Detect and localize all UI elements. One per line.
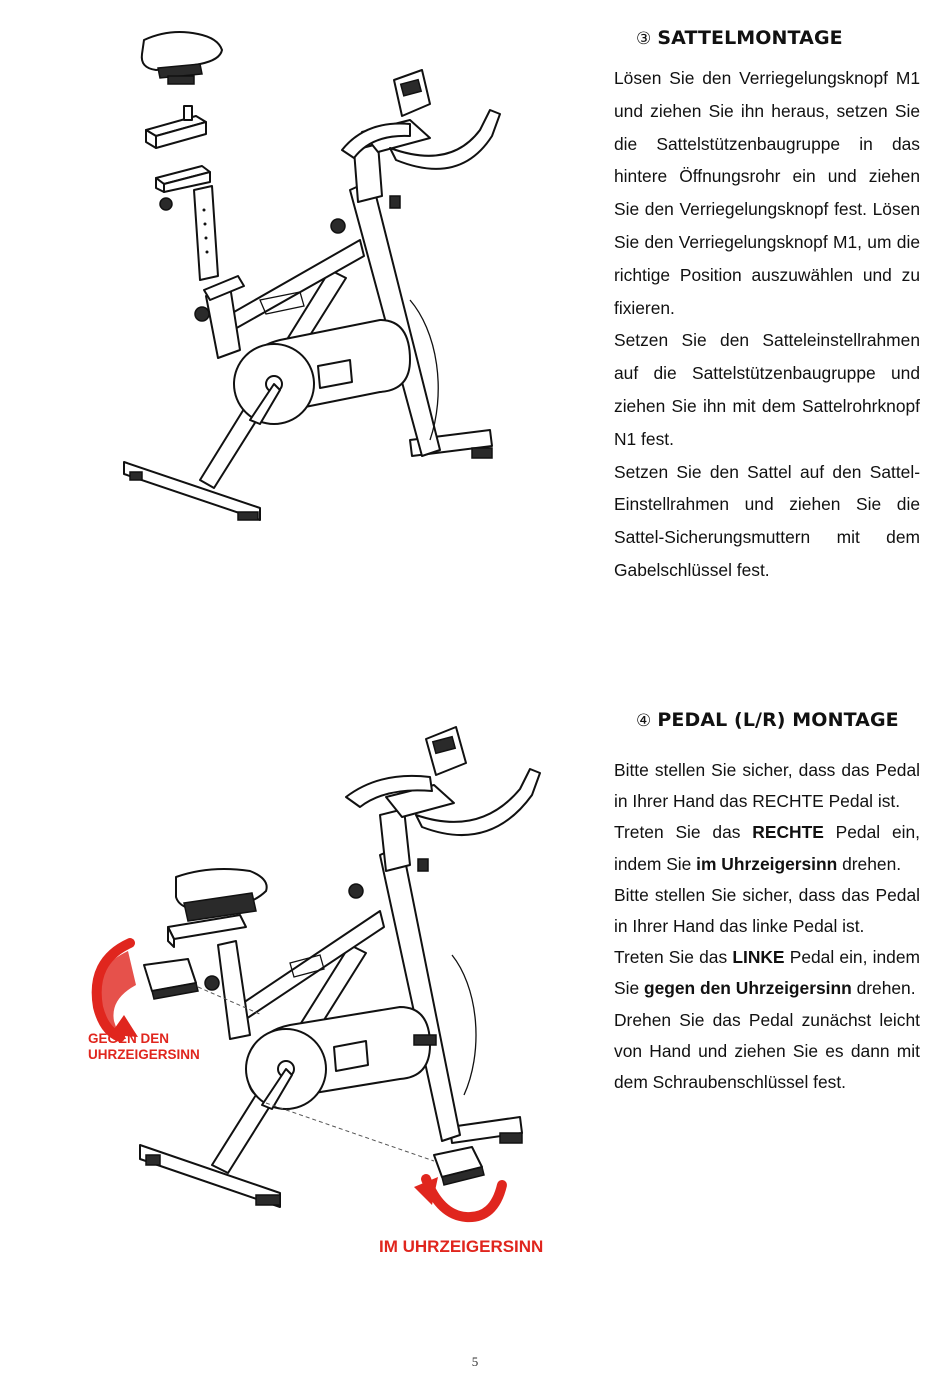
text-run: drehen. (837, 853, 902, 874)
pedal-assembly-illustration (80, 715, 550, 1235)
text-run: Pedal ein, indem Sie (614, 822, 920, 874)
section-title-text: PEDAL (L/R) MONTAGE (657, 709, 899, 731)
counterclockwise-label: GEGEN DEN UHRZEIGERSINN (88, 1031, 200, 1062)
saddle-paragraph-2: Setzen Sie den Satteleinstellrahmen auf die Sattelstützenbaugruppe und ziehen Sie ihn mit dem Sattelrohrknopf N1 fest. (614, 330, 920, 449)
pedal-paragraph-3: Bitte stellen Sie sicher, dass das Pedal in Ihrer Hand das linke Pedal ist. (614, 884, 920, 937)
section-title-text: SATTELMONTAGE (657, 27, 843, 49)
pedal-paragraph-5: Drehen Sie das Pedal zunächst leicht von Hand und ziehen Sie es dann mit dem Schraubenschlüssel fest. (614, 1009, 920, 1093)
text-run: Treten Sie das (614, 947, 733, 968)
saddle-section-title (636, 27, 843, 49)
text-run: Pedal ein, indem Sie (614, 947, 920, 999)
text-run: drehen. (851, 978, 916, 999)
section-number: ③ (636, 29, 652, 49)
clockwise-arrow-icon (414, 1177, 502, 1217)
saddle-part (142, 32, 222, 84)
saddle-paragraph-3: Setzen Sie den Sattel auf den Sattel-Einstellrahmen und ziehen Sie die Sattel-Sicherungsmuttern mit dem Gabelschlüssel fest. (614, 461, 920, 580)
clockwise-label: IM UHRZEIGERSINN (379, 1237, 544, 1256)
pedal-paragraph-1: Bitte stellen Sie sicher, dass das Pedal in Ihrer Hand das RECHTE Pedal ist. (614, 760, 920, 812)
section-number: ④ (636, 711, 652, 731)
bold-left: LINKE (732, 947, 785, 968)
page-number: 5 (471, 1354, 479, 1369)
pedal-paragraph-2 (614, 817, 920, 879)
saddle-instructions (614, 62, 920, 587)
bike-frame (140, 727, 540, 1207)
bold-counterclockwise: gegen den Uhrzeigersinn (643, 978, 852, 999)
saddle-assembly-illustration (110, 20, 510, 530)
pedal-paragraph-4 (614, 942, 920, 1004)
bold-right: RECHTE (752, 822, 824, 843)
saddle-paragraph-1: Lösen Sie den Verriegelungsknopf M1 und ziehen Sie ihn heraus, setzen Sie die Sattelstützenbaugruppe in das hintere Öffnungsrohr ein und ziehen Sie den Verriegelungsknopf fest. Lösen Sie den Verriegelungsknopf M1, um die richtige Position auszuwählen und zu fixieren. (614, 68, 920, 318)
bold-clockwise: im Uhrzeigersinn (696, 853, 838, 874)
saddle-frame-part (146, 106, 206, 148)
counterclockwise-arrow-icon (95, 943, 138, 1037)
text-run: Treten Sie das (614, 822, 753, 843)
seat-post-part (156, 166, 218, 280)
pedal-section-title (636, 709, 899, 731)
pedal-instructions (614, 755, 920, 1098)
